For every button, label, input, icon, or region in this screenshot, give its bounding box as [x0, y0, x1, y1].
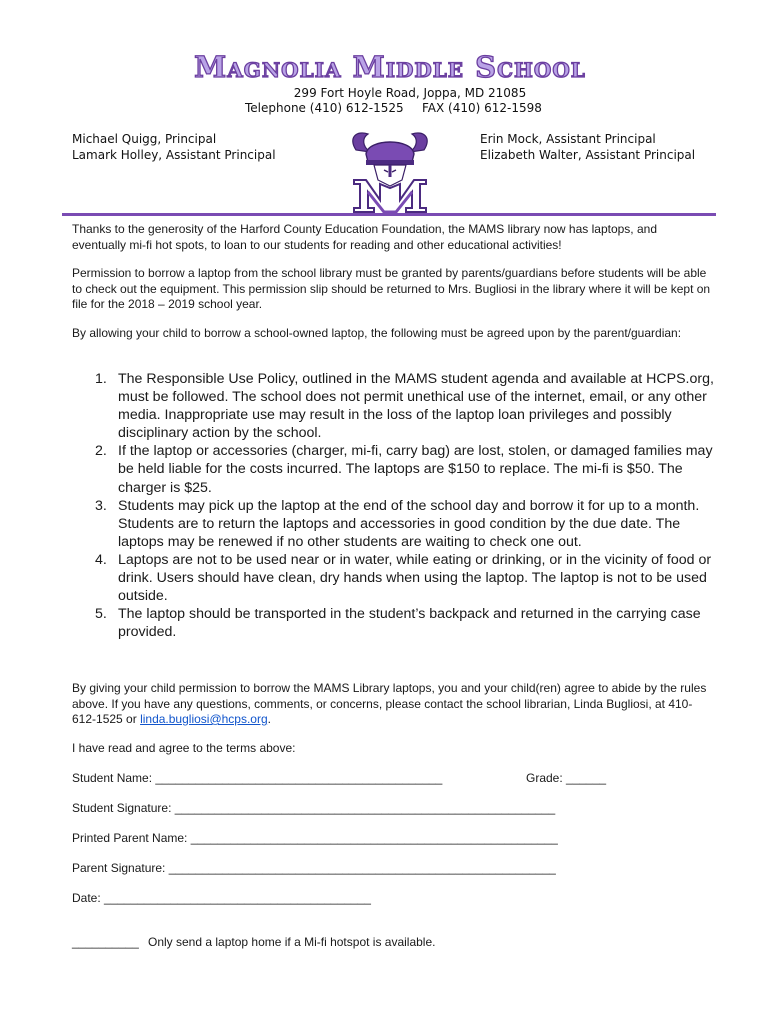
school-name: Magnolia Middle School [194, 50, 586, 84]
rule-item [95, 442, 715, 496]
closing-end: . [267, 712, 271, 726]
rule-number: 2. [95, 443, 107, 460]
rule-item [95, 605, 715, 641]
closing-paragraph [72, 681, 712, 728]
assistant-principal-right-1: Erin Mock, Assistant Principal [480, 132, 656, 146]
rule-text: If the laptop or accessories (charger, mi-fi, carry bag) are lost, stolen, or damaged families may be held liable for the costs incurred. The laptops are $150 to replace. The mi-fi is $50. The charger is $25. [118, 443, 713, 496]
printed-parent-name-field[interactable]: Printed Parent Name: _______________________________________________________ [72, 831, 558, 845]
header-divider [62, 213, 716, 216]
agreement-intro: By allowing your child to borrow a school-owned laptop, the following must be agreed upon by the parent/guardian: [72, 326, 682, 340]
rule-item [95, 497, 715, 551]
date-field[interactable]: Date: ________________________________________ [72, 891, 371, 905]
student-signature-field[interactable]: Student Signature: _________________________________________________________ [72, 801, 556, 815]
librarian-email-link[interactable]: linda.bugliosi@hcps.org [140, 712, 268, 726]
rule-item [95, 370, 715, 442]
right-staff [480, 131, 695, 163]
rule-text: Laptops are not to be used near or in water, while eating or drinking, or in the vicinity of food or drink. Users should have clean, dry hands when using the laptop. The laptop is not to be used outside. [118, 551, 712, 605]
parent-signature-field[interactable]: Parent Signature: __________________________________________________________ [72, 861, 556, 875]
student-name-field[interactable]: Student Name: ___________________________________________ [72, 771, 443, 785]
rule-text: The laptop should be transported in the student’s backpack and returned in the carrying case provided. [118, 606, 701, 641]
rules-list [95, 370, 715, 641]
rule-text: The Responsible Use Policy, outlined in the MAMS student agenda and available at HCPS.org, must be followed. The school does not permit unethical use of the internet, email, or any other media. Inappropriate use may result in the loss of the laptop loan privileges and possibly disciplinary action by the school. [118, 371, 714, 442]
closing-text: By giving your child permission to borrow the MAMS Library laptops, you and your child(ren) agree to abide by the rules above. If you have any questions, comments, or concerns, please contact the school librarian, Linda Bugliosi, at 410-612-1525 or [72, 681, 707, 726]
read-agree-statement: I have read and agree to the terms above: [72, 741, 296, 755]
principal: Michael Quigg, Principal [72, 132, 217, 146]
grade-field[interactable]: Grade: ______ [526, 771, 607, 785]
rule-text: Students may pick up the laptop at the end of the school day and borrow it for up to a month. Students are to return the laptops and accessories in good condition by the due date. The laptops may be renewed if no other students are waiting to check one out. [118, 497, 700, 550]
rule-number: 3. [95, 497, 107, 514]
permission-paragraph: Permission to borrow a laptop from the school library must be granted by parents/guardians before students will be able to check out the equipment. This permission slip should be returned to Mrs. Bugliosi in the library where it will be kept on file for the 2018 – 2019 school year. [72, 266, 711, 311]
rule-item [95, 551, 715, 605]
school-fax: FAX (410) 612-1598 [422, 101, 542, 115]
viking-logo [346, 128, 434, 214]
school-telephone: Telephone (410) 612-1525 [245, 101, 404, 115]
left-staff [72, 131, 276, 163]
rule-number: 1. [95, 371, 107, 387]
rule-number: 5. [95, 606, 107, 623]
assistant-principal-left: Lamark Holley, Assistant Principal [72, 148, 276, 162]
mifi-checkbox-blank[interactable]: __________ [72, 935, 139, 949]
intro-paragraph: Thanks to the generosity of the Harford County Education Foundation, the MAMS library now has laptops, and eventually mi-fi hot spots, to loan to our students for reading and other educational activities! [72, 222, 657, 252]
school-address: 299 Fort Hoyle Road, Joppa, MD 21085 [293, 86, 527, 100]
rule-number: 4. [95, 551, 107, 568]
mifi-note: Only send a laptop home if a Mi-fi hotspot is available. [148, 935, 436, 949]
assistant-principal-right-2: Elizabeth Walter, Assistant Principal [480, 148, 696, 162]
